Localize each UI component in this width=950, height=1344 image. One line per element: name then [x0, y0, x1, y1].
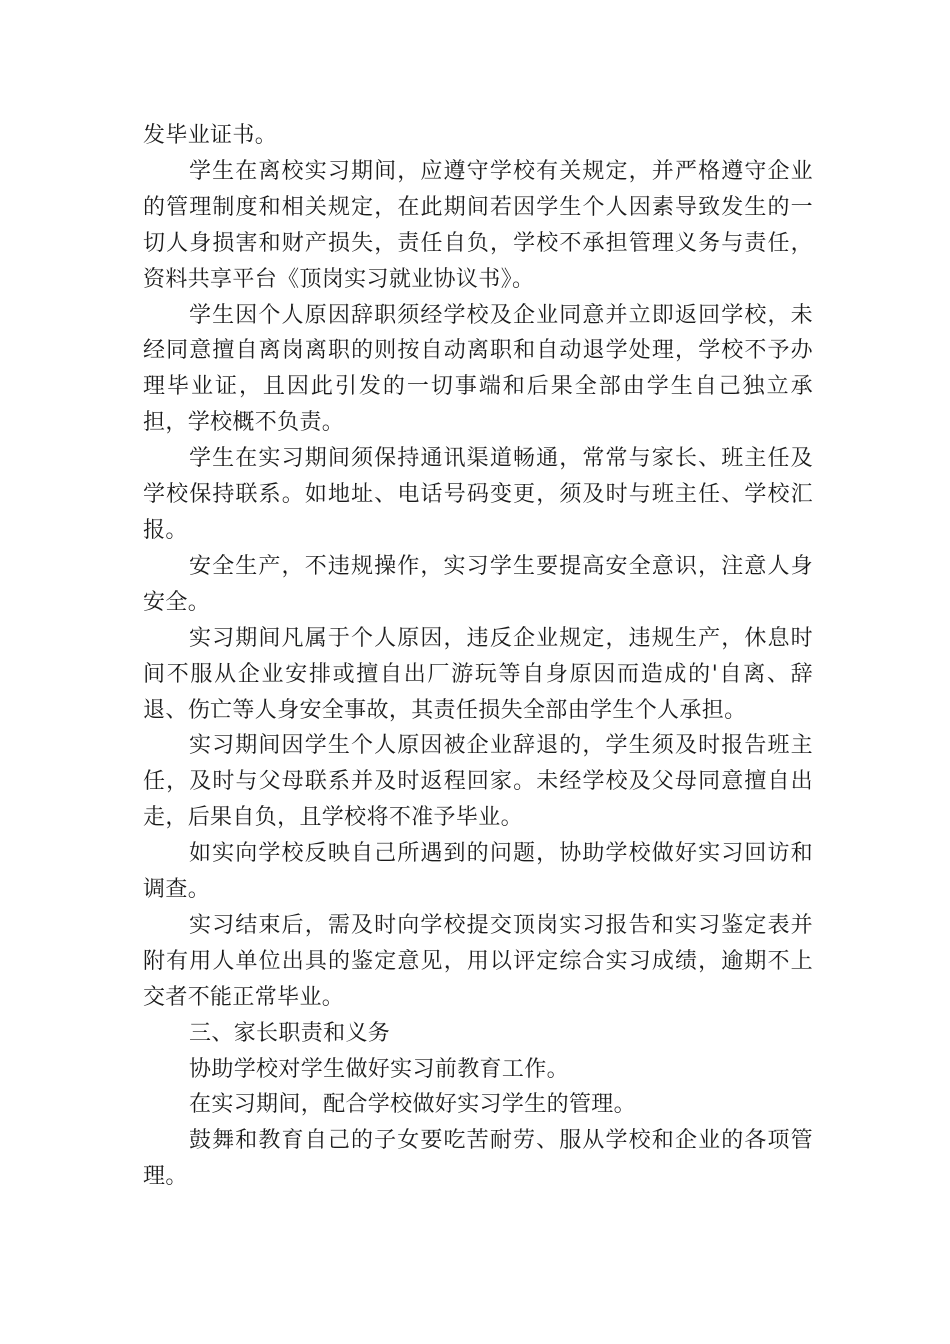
paragraph-student-conduct: 学生在离校实习期间，应遵守学校有关规定，并严格遵守企业的管理制度和相关规定，在此期间若因学生个人因素导致发生的一切人身损害和财产损失，责任自负，学校不承担管理义务与责任，资料共享平台《顶岗实习就业协议书》。: [143, 158, 813, 292]
section-heading-parent-duties: 三、家长职责和义务: [189, 1020, 391, 1046]
paragraph-safety: 安全生产，不违规操作，实习学生要提高安全意识，注意人身安全。: [143, 553, 813, 615]
paragraph-feedback: 如实向学校反映自己所遇到的问题，协助学校做好实习回访和调查。: [143, 841, 813, 903]
paragraph-continuation: 发毕业证书。: [143, 123, 278, 148]
paragraph-resignation: 学生因个人原因辞职须经学校及企业同意并立即返回学校，未经同意擅自离岗离职的则按自动离职和自动退学处理，学校不予办理毕业证，且因此引发的一切事端和后果全部由学生自己独立承担，学校概不负责。: [143, 302, 813, 436]
document-body: [143, 118, 813, 1195]
paragraph-liability: 实习期间凡属于个人原因，违反企业规定，违规生产，休息时间不服从企业安排或擅自出厂游玩等自身原因而造成的'自离、辞退、伤亡等人身安全事故，其责任损失全部由学生个人承担。: [143, 625, 813, 723]
paragraph-parent-cooperation: 在实习期间，配合学校做好实习学生的管理。: [189, 1092, 637, 1118]
paragraph-parent-education: 协助学校对学生做好实习前教育工作。: [189, 1056, 569, 1082]
paragraph-dismissal: 实习期间因学生个人原因被企业辞退的，学生须及时报告班主任，及时与父母联系并及时返程回家。未经学校及父母同意擅自出走，后果自负，且学校将不准予毕业。: [143, 733, 813, 831]
paragraph-report: 实习结束后，需及时向学校提交顶岗实习报告和实习鉴定表并附有用人单位出具的鉴定意见，用以评定综合实习成绩，逾期不上交者不能正常毕业。: [143, 912, 813, 1010]
paragraph-parent-encouragement: 鼓舞和教育自己的子女要吃苦耐劳、服从学校和企业的各项管理。: [143, 1128, 813, 1190]
paragraph-communication: 学生在实习期间须保持通讯渠道畅通，常常与家长、班主任及学校保持联系。如地址、电话号码变更，须及时与班主任、学校汇报。: [143, 446, 813, 543]
